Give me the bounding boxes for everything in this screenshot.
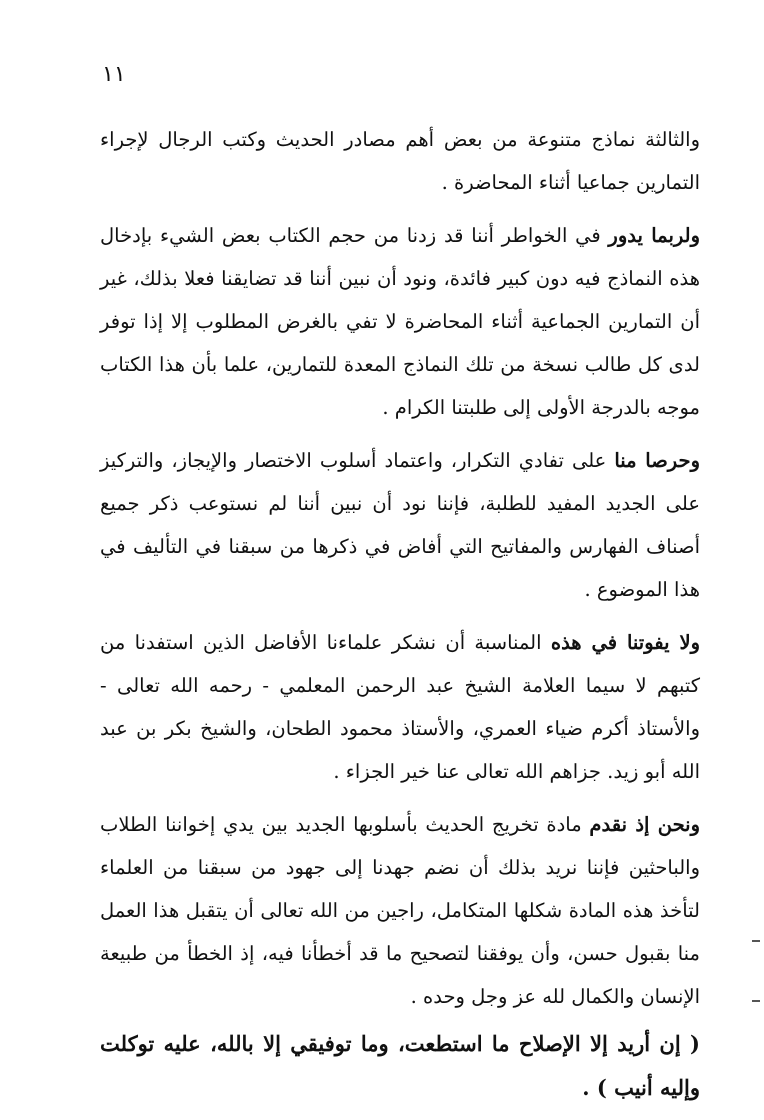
paragraph-5-text: مادة تخريج الحديث بأسلوبها الجديد بين يدي إخواننا الطلاب والباحثين فإننا نريد بذلك أن نضم جهدنا إلى جهود من سبقنا من العلماء لتأخذ هذه المادة شكلها المتكامل، راجين من الله تعالى أن يتقبل هذا العمل منا بقبول حسن، وأن يوفقنا لتصحيح ما قد أخطأنا فيه، إذ الخطأ من طبيعة الإنسان والكمال لله عز وجل وحده . [100, 813, 700, 1008]
scan-mark [752, 1000, 760, 1002]
paragraph-4-text: المناسبة أن نشكر علماءنا الأفاضل الذين استفدنا من كتبهم لا سيما العلامة الشيخ عبد الرحمن المعلمي - رحمه الله تعالى - والأستاذ أكرم ضياء العمري، والأستاذ محمود الطحان، والشيخ بكر بن عبد الله أبو زيد. جزاهم الله تعالى عنا خير الجزاء . [100, 631, 700, 783]
paragraph-3-lead: وحرصا منا [614, 449, 700, 472]
paragraph-5 [100, 803, 700, 1018]
paragraph-4 [100, 621, 700, 793]
closing-quote: ( إن أريد إلا الإصلاح ما استطعت، وما توفيقي إلا بالله، عليه توكلت وإليه أنيب ) . [100, 1031, 700, 1100]
scan-mark [752, 940, 760, 942]
page-body [100, 118, 700, 1120]
paragraph-1 [100, 118, 700, 204]
paragraph-1-text: والثالثة نماذج متنوعة من بعض أهم مصادر الحديث وكتب الرجال لإجراء التمارين جماعيا أثناء المحاضرة . [100, 128, 700, 194]
paragraph-3 [100, 439, 700, 611]
paragraph-2-text: في الخواطر أننا قد زدنا من حجم الكتاب بعض الشيء بإدخال هذه النماذج فيه دون كبير فائدة، ونود أن نبين أننا قد تضايقنا فعلا بذلك، غير أن التمارين الجماعية أثناء المحاضرة لا تفي بالغرض المطلوب إلا إذا توفر لدى كل طالب نسخة من تلك النماذج المعدة للتمارين، علما بأن هذا الكتاب موجه بالدرجة الأولى إلى طلبتنا الكرام . [100, 224, 700, 419]
paragraph-3-text: على تفادي التكرار، واعتماد أسلوب الاختصار والإيجاز، والتركيز على الجديد المفيد للطلبة، فإننا نود أن نبين أننا لم نستوعب ذكر جميع أصناف الفهارس والمفاتيح التي أفاض في ذكرها من سبقنا في التأليف في هذا الموضوع . [100, 449, 700, 601]
paragraph-2 [100, 214, 700, 429]
paragraph-4-lead: ولا يفوتنا في هذه [550, 631, 700, 654]
page-number: ١١ [102, 62, 126, 87]
paragraph-2-lead: ولربما يدور [608, 224, 701, 247]
paragraph-5-lead: ونحن إذ نقدم [589, 813, 701, 836]
